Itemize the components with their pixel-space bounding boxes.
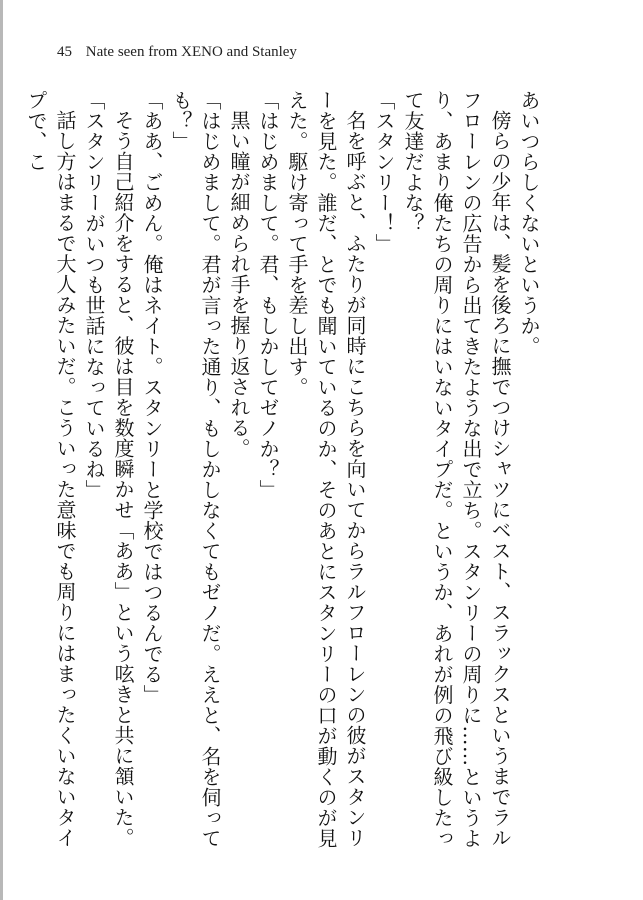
page-edge [0, 0, 3, 900]
paragraph: 「スタンリーがいつも世話になっているね」 [82, 90, 106, 500]
paragraph: 「はじめまして。君、もしかしてゼノか？」 [256, 90, 280, 500]
paragraph: 傍らの少年は、髪を後ろに撫でつけシャツにベスト、スラックスというまでラルフローレンの広告から出てきたような出で立ち。スタンリーの周りに……というより、あまり俺たちの周りにはいないタイプだ。というか、あれが例の飛び級したって友達だよな？ [401, 90, 512, 849]
body-text [24, 90, 543, 850]
paragraph: 話し方はまるで大人みたいだ。こういった意味でも周りにはまったくいないタイプで、こ [24, 90, 77, 848]
paragraph: あいつらしくないというか。 [517, 90, 541, 357]
paragraph: 「ああ、ごめん。俺はネイト。スタンリーと学校ではつるんでる」 [140, 90, 164, 705]
paragraph: 「スタンリー！」 [372, 90, 396, 254]
running-header [57, 44, 297, 61]
paragraph: そう自己紹介をすると、彼は目を数度瞬かせ「ああ」という呟きと共に頷いた。 [111, 110, 135, 848]
paragraph: 「はじめまして。君が言った通り、もしかしなくてもゼノだ。ええと、名を伺っても？」 [169, 90, 222, 849]
paragraph: 黒い瞳が細められ手を握り返される。 [227, 110, 251, 459]
header-title: Nate seen from XENO and Stanley [85, 44, 297, 60]
paragraph: 名を呼ぶと、ふたりが同時にこちらを向いてからラルフローレンの彼がスタンリーを見た。誰だ、とでも聞いているのか、そのあとにスタンリーの口が動くのが見えた。駆け寄って手を差し出す。 [285, 90, 367, 849]
page-number: 45 [57, 44, 72, 60]
